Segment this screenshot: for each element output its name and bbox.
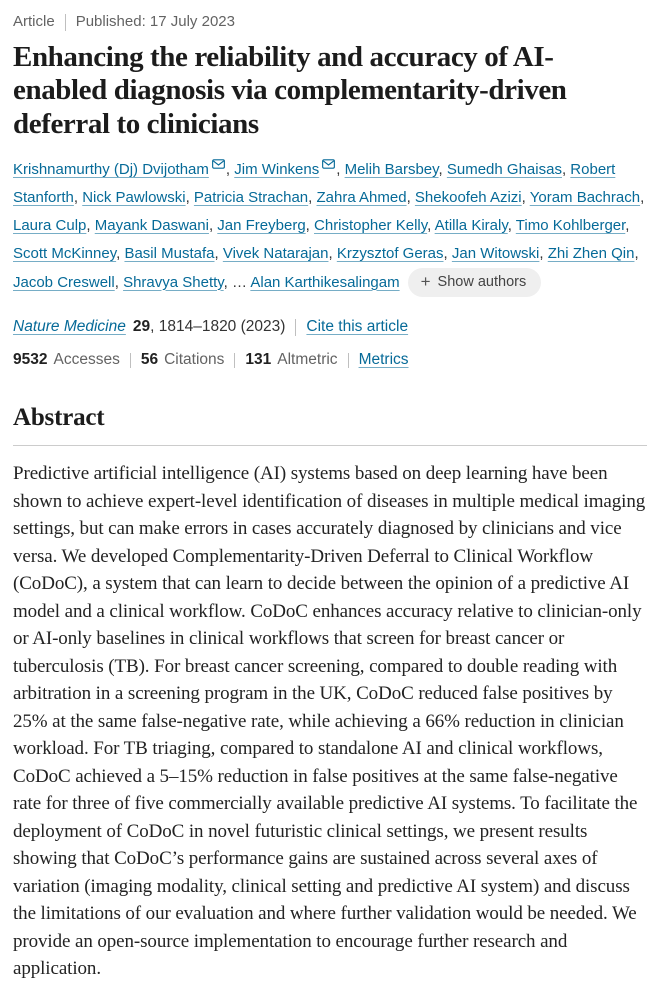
citations-label: Citations — [164, 351, 225, 369]
author-link[interactable]: Krishnamurthy (Dj) Dvijotham — [13, 161, 209, 179]
plus-icon: + — [420, 272, 431, 292]
author-link[interactable]: Jim Winkens — [234, 161, 320, 179]
altmetric-label: Altmetric — [277, 351, 338, 369]
author-link[interactable]: Jan Freyberg — [217, 217, 306, 235]
author-separator: , — [185, 189, 194, 207]
citations-value: 56 — [140, 351, 159, 369]
metrics-divider — [348, 353, 349, 368]
citation-line — [13, 318, 647, 336]
author-separator: , — [114, 273, 124, 291]
author-link[interactable]: Zahra Ahmed — [316, 189, 407, 207]
author-separator: , — [443, 245, 452, 263]
author-link[interactable]: Yoram Bachrach — [529, 189, 641, 207]
email-icon[interactable] — [322, 151, 335, 179]
author-link[interactable]: Patricia Strachan — [193, 189, 309, 207]
author-link[interactable]: Melih Barsbey — [344, 161, 439, 179]
author-separator: , — [507, 217, 516, 235]
author-link[interactable]: Nick Pawlowski — [82, 189, 186, 207]
author-link[interactable]: Jan Witowski — [451, 245, 540, 263]
author-link[interactable]: Mayank Daswani — [94, 217, 209, 235]
altmetric-metric — [245, 351, 337, 369]
author-link[interactable]: Shekoofeh Azizi — [414, 189, 522, 207]
show-authors-label: Show authors — [437, 274, 527, 291]
author-link[interactable]: Jacob Creswell — [13, 273, 115, 291]
author-list — [13, 156, 647, 297]
author-link[interactable]: Shravya Shetty — [123, 273, 224, 291]
accesses-value: 9532 — [13, 351, 48, 369]
author-separator: , — [214, 245, 223, 263]
author-separator: , — [438, 161, 447, 179]
accesses-metric — [13, 351, 120, 369]
author-separator: , — [308, 189, 317, 207]
author-link[interactable]: Timo Kohlberger — [515, 217, 626, 235]
abstract-heading: Abstract — [13, 404, 105, 432]
author-separator: , — [539, 245, 548, 263]
author-separator: , — [328, 245, 337, 263]
author-separator: , — [73, 189, 83, 207]
author-link[interactable]: Christopher Kelly — [314, 217, 428, 235]
author-separator: , — [208, 217, 218, 235]
citation-divider — [295, 319, 296, 336]
author-separator: , — [640, 189, 645, 207]
author-separator: , — [427, 217, 435, 235]
metrics-bar — [13, 351, 647, 369]
abstract-text: Predictive artificial intelligence (AI) systems based on deep learning have been shown to achieve expert-level identification of diseases in multiple medical imaging settings, but can make errors in cases accurately diagnosed by clinicians and vice versa. We developed Complementarity-Driven Deferral to Clinical Workflow (CoDoC), a system that can learn to decide between the opinion of a predictive AI model and a clinical workflow. CoDoC enhances accuracy relative to clinician-only or AI-only baselines in clinical workflows that screen for breast cancer or tuberculosis (TB). For breast cancer screening, compared to double reading with arbitration in a screening program in the UK, CoDoC reduced false positives by 25% at the same false-negative rate, while achieving a 66% reduction in clinician workload. For TB triaging, compared to standalone AI and clinical workflows, CoDoC achieved a 5–15% reduction in false positives at the same false-negative rate for three of five commercially available predictive AI systems. To facilitate the deployment of CoDoC in novel futuristic clinical settings, we present results showing that CoDoC’s performance gains are sustained across several axes of variation (imaging modality, clinical setting and predictive AI system) and discuss the limitations of our evaluation and where further validation would be needed. We provide an open-source implementation to encourage further research and application. — [13, 463, 646, 980]
citations-metric — [141, 351, 225, 369]
author-link[interactable]: Atilla Kiraly — [434, 217, 508, 235]
author-link[interactable]: Basil Mustafa — [124, 245, 215, 263]
author-separator: , — [406, 189, 415, 207]
author-separator: , — [625, 217, 630, 235]
article-type-label: Article — [13, 13, 55, 30]
page-title: Enhancing the reliability and accuracy of AI-enabled diagnosis via complementarity-driven deferral to clinicians — [13, 41, 567, 140]
author-separator: , — [521, 189, 530, 207]
published-date: Published: 17 July 2023 — [75, 13, 235, 30]
author-link[interactable]: Scott McKinney — [13, 245, 117, 263]
author-link[interactable]: Krzysztof Geras — [336, 245, 444, 263]
author-separator: , — [336, 161, 345, 179]
author-link[interactable]: Laura Culp — [13, 217, 87, 235]
show-authors-button[interactable] — [408, 268, 542, 297]
author-link[interactable]: Vivek Natarajan — [222, 245, 329, 263]
author-separator: , … — [223, 273, 251, 291]
metrics-divider — [130, 353, 131, 368]
author-link[interactable]: Robert Stanforth — [13, 161, 616, 207]
author-separator: , — [561, 161, 571, 179]
metrics-link[interactable]: Metrics — [358, 351, 409, 369]
altmetric-value: 131 — [245, 351, 272, 369]
author-separator: , — [634, 245, 639, 263]
meta-divider — [65, 14, 66, 31]
journal-link[interactable]: Nature Medicine — [13, 318, 126, 336]
author-separator: , — [86, 217, 95, 235]
accesses-label: Accesses — [53, 351, 120, 369]
author-links — [13, 161, 644, 290]
author-link[interactable]: Zhi Zhen Qin — [547, 245, 635, 263]
author-separator: , — [305, 217, 315, 235]
journal-volume: 29 — [132, 318, 151, 336]
cite-this-article-link[interactable]: Cite this article — [306, 318, 409, 336]
email-icon[interactable] — [212, 151, 225, 179]
author-link[interactable]: Alan Karthikesalingam — [250, 273, 400, 291]
author-separator: , — [116, 245, 125, 263]
metrics-divider — [234, 353, 235, 368]
article-meta — [13, 12, 647, 32]
author-separator: , — [225, 161, 235, 179]
journal-pages: , 1814–1820 (2023) — [150, 318, 286, 336]
author-link[interactable]: Sumedh Ghaisas — [446, 161, 562, 179]
abstract-divider — [13, 445, 647, 446]
